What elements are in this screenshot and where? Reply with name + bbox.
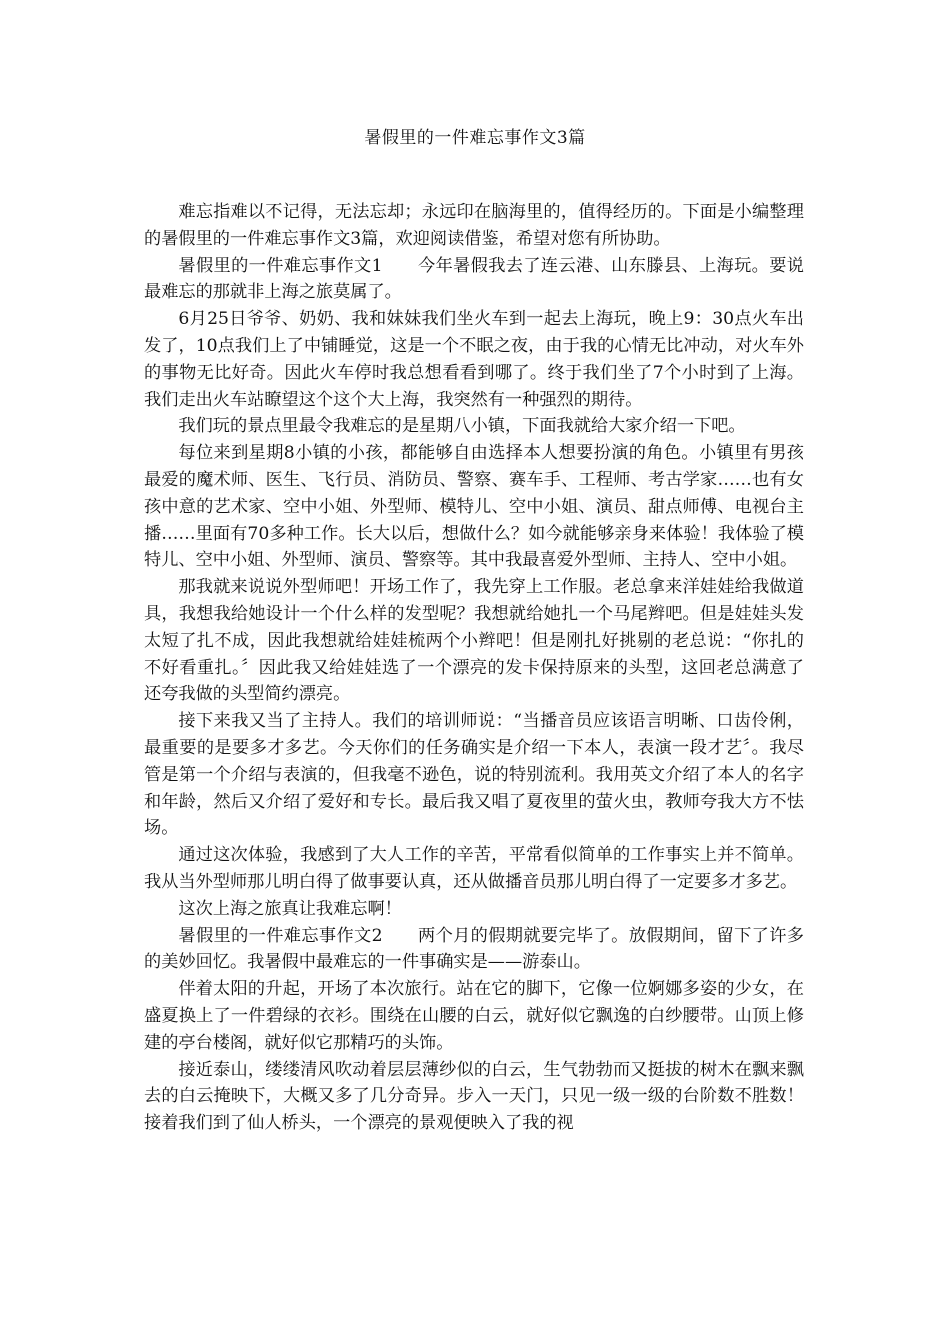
paragraph: 接下来我又当了主持人。我们的培训师说：“当播音员应该语言明晰、口齿伶俐，最重要的是要多才多艺。今天你们的任务确实是介绍一下本人，表演一段才艺〞。我尽管是第一个介绍与表演的，但我毫不逊色，说的特别流利。我用英文介绍了本人的名字和年龄，然后又介绍了爱好和专长。最后我又唱了夏夜里的萤火虫，教师夸我大方不怯场。 [144, 711, 804, 839]
paragraph: 通过这次体验，我感到了大人工作的辛苦，平常看似简单的工作事实上并不简单。我从当外型师那儿明白得了做事要认真，还从做播音员那儿明白得了一定要多才多艺。 [144, 845, 804, 892]
paragraph: 每位来到星期8小镇的小孩，都能够自由选择本人想要扮演的角色。小镇里有男孩最爱的魔术师、医生、飞行员、消防员、警察、赛车手、工程师、考古学家……也有女孩中意的艺术家、空中小姐、外型师、模特儿、空中小姐、演员、甜点师傅、电视台主播……里面有70多种工作。长大以后，想做什么？如今就能够亲身来体验！我体验了模特儿、空中小姐、外型师、演员、警察等。其中我最喜爱外型师、主持人、空中小姐。 [144, 443, 804, 571]
paragraph: 暑假里的一件难忘事作文1 今年暑假我去了连云港、山东滕县、上海玩。要说最难忘的那就非上海之旅莫属了。 [144, 255, 804, 303]
paragraph: 这次上海之旅真让我难忘啊！ [178, 898, 402, 919]
paragraph: 我们玩的景点里最令我难忘的是星期八小镇，下面我就给大家介绍一下吧。 [178, 416, 746, 437]
document-title: 暑假里的一件难忘事作文3篇 [364, 128, 586, 148]
paragraph: 难忘指难以不记得，无法忘却；永远印在脑海里的，值得经历的。下面是小编整理的暑假里的一件难忘事作文3篇，欢迎阅读借鉴，希望对您有所协助。 [144, 202, 804, 249]
paragraph: 那我就来说说外型师吧！开场工作了，我先穿上工作服。老总拿来洋娃娃给我做道具，我想我给她设计一个什么样的发型呢？我想就给她扎一个马尾辫吧。但是娃娃头发太短了扎不成，因此我想就给娃娃梳两个小辫吧！但是刚扎好挑剔的老总说：“你扎的不好看重扎。〞因此我又给娃娃选了一个漂亮的发卡保持原来的头型，这回老总满意了还夸我做的头型简约漂亮。 [144, 577, 804, 705]
paragraph: 接近泰山，缕缕清风吹动着层层薄纱似的白云，生气勃勃而又挺拔的树木在飘来飘去的白云掩映下，大概又多了几分奇异。步入一天门，只见一级一级的台阶数不胜数！接着我们到了仙人桥头，一个漂亮的景观便映入了我的视 [144, 1059, 804, 1134]
paragraph: 暑假里的一件难忘事作文2 两个月的假期就要完毕了。放假期间，留下了许多的美妙回忆。我暑假中最难忘的一件事确实是——游泰山。 [144, 925, 804, 973]
document-body [144, 199, 804, 1137]
paragraph: 6月25日爷爷、奶奶、我和妹妹我们坐火车到一起去上海玩，晚上9：30点火车出发了，10点我们上了中铺睡觉，这是一个不眠之夜，由于我的心情无比冲动，对火车外的事物无比好奇。因此火车停时我总想看看到哪了。终于我们坐了7个小时到了上海。我们走出火车站瞭望这个这个大上海，我突然有一种强烈的期待。 [144, 309, 804, 410]
paragraph: 伴着太阳的升起，开场了本次旅行。站在它的脚下，它像一位婀娜多姿的少女，在盛夏换上了一件碧绿的衣衫。围绕在山腰的白云，就好似它飘逸的白纱腰带。山顶上修建的亭台楼阁，就好似它那精巧的头饰。 [144, 979, 804, 1053]
